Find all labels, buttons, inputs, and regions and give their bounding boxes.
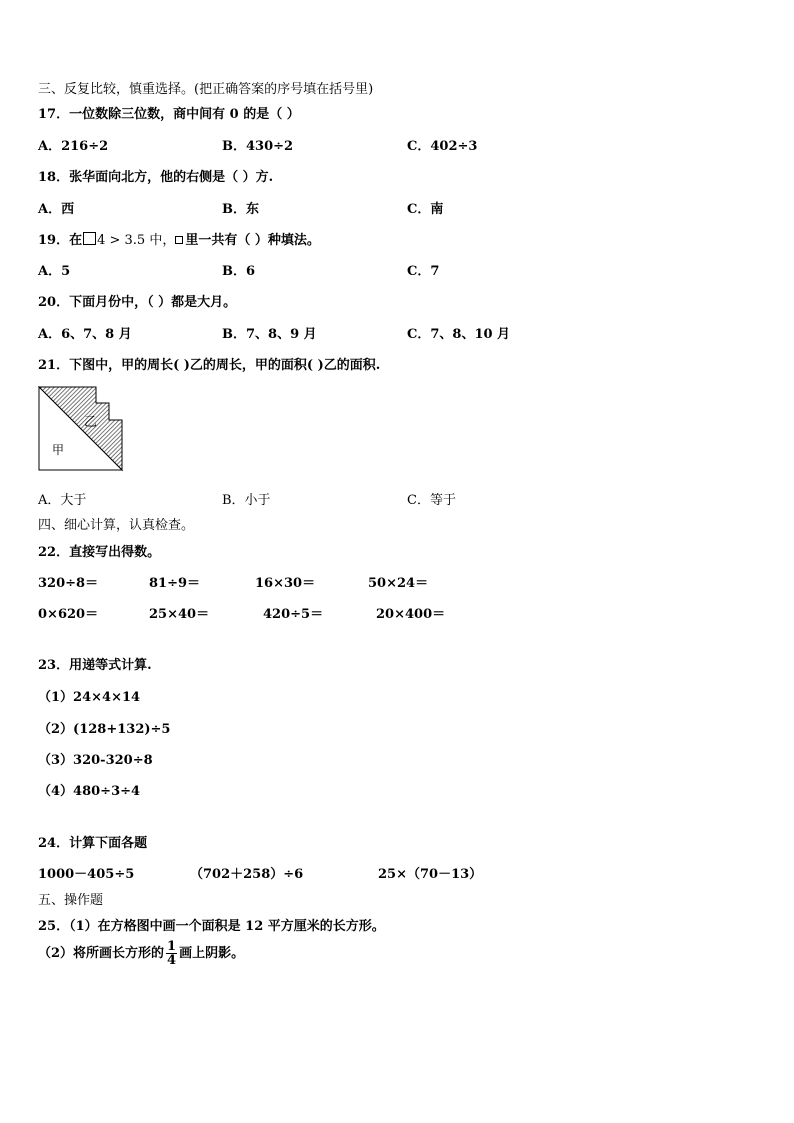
question-17-stem: 17．一位数除三位数，商中间有 0 的是（ ） bbox=[38, 107, 300, 122]
q25-part-2-text-b: 画上阴影。 bbox=[179, 946, 245, 961]
q24-item-2: （702＋258）÷6 bbox=[190, 867, 304, 882]
label-yi: 乙 bbox=[84, 415, 98, 430]
q23-item-1: （1）24×4×14 bbox=[38, 690, 141, 705]
q19-stem-part-c: 里一共有（ ）种填法。 bbox=[185, 233, 320, 248]
question-19-stem bbox=[38, 229, 320, 248]
q22-row1-item-3: 16×30＝ bbox=[255, 576, 316, 591]
question-18-stem: 18．张华面向北方，他的右侧是（ ）方. bbox=[38, 170, 274, 185]
q23-item-4: （4）480÷3÷4 bbox=[38, 784, 141, 799]
blank-square-icon bbox=[83, 232, 96, 245]
q22-row1-item-1: 320÷8＝ bbox=[38, 576, 99, 591]
q22-row1-item-2: 81÷9＝ bbox=[149, 576, 201, 591]
question-20-stem: 20．下面月份中，（ ）都是大月。 bbox=[38, 295, 237, 310]
q22-row1-item-4: 50×24＝ bbox=[368, 576, 429, 591]
one-quarter-fraction bbox=[166, 940, 177, 967]
q19-stem-part-a: 19．在 bbox=[38, 233, 83, 248]
fraction-denominator: 4 bbox=[167, 953, 177, 968]
q19-option-a: A．5 bbox=[38, 264, 71, 279]
section-4-heading: 四、细心计算，认真检查。 bbox=[38, 518, 195, 533]
q24-item-3: 25×（70－13） bbox=[378, 867, 483, 882]
q18-option-b: B．东 bbox=[222, 202, 259, 217]
q22-row2-item-1: 0×620＝ bbox=[38, 607, 99, 622]
q21-figure bbox=[38, 386, 124, 472]
q17-option-c: C．402÷3 bbox=[407, 139, 478, 154]
question-25-part-1: 25．（1）在方格图中画一个面积是 12 平方厘米的长方形。 bbox=[38, 919, 385, 934]
q22-row2-item-2: 25×40＝ bbox=[149, 607, 210, 622]
question-21-stem: 21．下图中，甲的周长( )乙的周长，甲的面积( )乙的面积. bbox=[38, 358, 381, 373]
q23-item-2: （2）(128+132)÷5 bbox=[38, 722, 171, 737]
question-25-part-2 bbox=[38, 940, 244, 967]
q18-option-c: C．南 bbox=[407, 202, 444, 217]
section-3-heading: 三、反复比较，慎重选择。(把正确答案的序号填在括号里) bbox=[38, 82, 374, 97]
question-24-stem: 24．计算下面各题 bbox=[38, 836, 148, 851]
q19-option-b: B．6 bbox=[222, 264, 256, 279]
q18-option-a: A．西 bbox=[38, 202, 75, 217]
q17-option-a: A．216÷2 bbox=[38, 139, 109, 154]
question-23-stem: 23．用递等式计算. bbox=[38, 658, 152, 673]
q20-option-b: B．7、8、9 月 bbox=[222, 327, 317, 342]
q24-item-1: 1000－405÷5 bbox=[38, 867, 135, 882]
small-square-icon bbox=[175, 236, 183, 244]
q20-option-a: A．6、7、8 月 bbox=[38, 327, 132, 342]
q21-option-c: C．等于 bbox=[407, 493, 456, 508]
q19-stem-part-b: 4 > 3.5 中， bbox=[97, 233, 176, 248]
q21-option-a: A．大于 bbox=[38, 493, 87, 508]
fraction-numerator: 1 bbox=[167, 939, 177, 954]
q21-option-b: B．小于 bbox=[222, 493, 271, 508]
q25-part-2-text-a: （2）将所画长方形的 bbox=[38, 946, 165, 961]
q19-option-c: C．7 bbox=[407, 264, 440, 279]
q23-item-3: （3）320-320÷8 bbox=[38, 753, 153, 768]
q17-option-b: B．430÷2 bbox=[222, 139, 294, 154]
q22-row2-item-4: 20×400＝ bbox=[376, 607, 446, 622]
section-5-heading: 五、操作题 bbox=[38, 893, 104, 908]
q22-row2-item-3: 420÷5＝ bbox=[263, 607, 324, 622]
label-jia: 甲 bbox=[52, 443, 65, 457]
q20-option-c: C．7、8、10 月 bbox=[407, 327, 511, 342]
question-22-stem: 22．直接写出得数。 bbox=[38, 545, 161, 560]
